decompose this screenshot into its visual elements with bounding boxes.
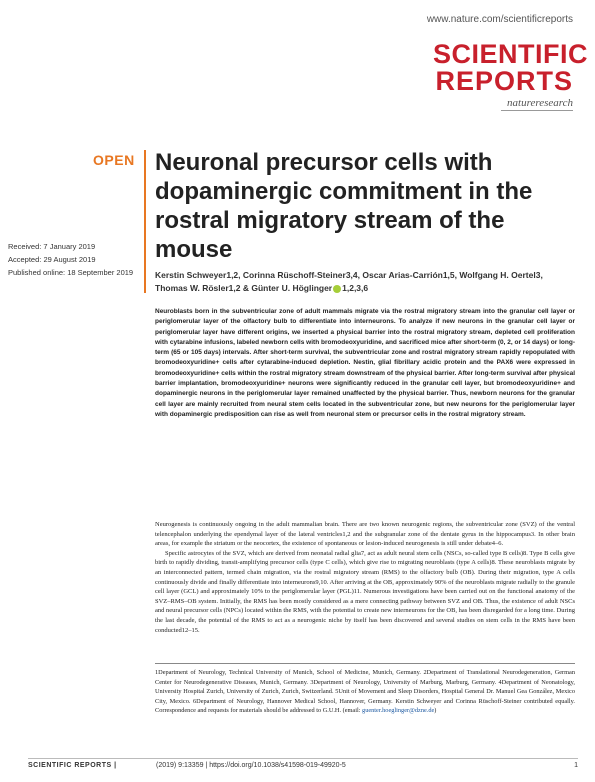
orcid-icon[interactable]: [333, 285, 341, 293]
affiliations-text: 1Department of Neurology, Technical University of Munich, School of Medicine, Munich, Germany. 2Department of Translational Neurodegeneration, German Center for Neurodegenerative Diseases, Munich, Germany. 3Department of Neurology, University of Marburg, Marburg, Germany. 4Department of Neonatology, University Hospital Zurich, University of Zurich, Zurich, Switzerland. 5Unit of Movement and Sleep Disorders, Hospital General Dr. Manuel Gea González, Mexico City, Mexico. 6Department of Neurology, Hannover Medical School, Hannover, Germany. Kerstin Schweyer and Corinna Rüschoff-Steiner contributed equally. Correspondence and requests for materials should be addressed to G.U.H. (email:: [155, 669, 575, 714]
logo-divider: [501, 110, 573, 111]
accepted-date: Accepted: 29 August 2019: [8, 255, 96, 264]
corresponding-email-link[interactable]: guenter.hoeglinger@dzne.de: [362, 707, 435, 714]
authors-affiliation-marks: 1,2,3,6: [342, 283, 369, 293]
abstract: Neuroblasts born in the subventricular zone of adult mammals migrate via the rostral migratory stream into the granular cell layer or periglomerular layer of the olfactory bulb to differentiate into interneurons. To analyze if new neurons in the granular cell layer or periglomerular layer have different origins, we inserted a physical barrier into the rostral migratory stream, depleted cell proliferation with cytarabine infusions, labeled newborn cells with bromodeoxyuridine, and sacrificed mice after short-term (0, 2, or 14 days) or long-term (65 or 105 days) intervals. After short-term survival, the subventricular zone and rostral migratory stream rapidly repopulated with bromodeoxyuridine+ cells after cytarabine-induced depletion. Nestin, glial fibrillary acidic protein and the PAX6 were expressed in bromodeoxyuridine+ cells within the rostral migratory stream downstream of the physical barrier. After long-term survival after physical barrier implantation, bromodeoxyuridine+ neurons were significantly reduced in the granular cell layer, but bromodeoxyuridine+ and dopaminergic neurons in the periglomerular layer remained unaffected by the physical barrier. Thus, newborn neurons for the granular cell layer are mainly recruited from neural stem cells located in the subventricular zone, but new neurons for the periglomerular layer with dopaminergic predisposition can rise as well from neuronal stem or precursor cells in the rostral migratory stream.: [155, 308, 575, 418]
open-access-label: OPEN: [93, 152, 135, 168]
body-paragraph: Specific astrocytes of the SVZ, which are derived from neonatal radial glia7, act as adult neural stem cells (NSCs, so-called type B cells)8. Type B cells give birth to rapidly dividing, transit-amplifying precursor cells (type C cells), which give rise to migrating neuroblasts (type A cells)8. These neuroblasts migrate by an interconnected pattern, termed chain migration, via the rostral migratory stream (RMS) to the olfactory bulb (OB). During their migration, type A cells continuously divide and finally differentiate into interneurons9,10. After arriving at the OB, approximately 90% of the neuroblasts migrate radially to the granule cell layer (GCL) and approximately 10% to the periglomerular layer (PGL)11. Numerous investigations have been carried out on the functional anatomy of the SVZ–RMS–OB system. Initially, the RMS has been mostly considered as a mere connecting pathway between SVZ and OB. Thus, the existence of adult NSCs and neural precursor cells (NPCs) located within the RMS, with the potential to create new interneurons for the OB, has been disregarded for a long time. During the last decade, the potential of the RMS to act as a neurogenic niche by itself has been discovered and several studies on stem cells in the RMS have been conducted12–15.: [155, 549, 575, 634]
footer-citation[interactable]: (2019) 9:13359 | https://doi.org/10.1038/s41598-019-49920-5: [156, 762, 346, 769]
affiliation-divider: [155, 663, 575, 664]
article-body: [155, 520, 575, 635]
journal-url[interactable]: www.nature.com/scientificreports: [426, 14, 573, 25]
footer-journal: SCIENTIFIC REPORTS |: [28, 762, 117, 769]
authors-text: Kerstin Schweyer1,2, Corinna Rüschoff-Steiner3,4, Oscar Arias-Carrión1,5, Wolfgang H. Oertel3, Thomas W. Rösler1,2 & Günter U. Höglinger: [155, 270, 543, 293]
journal-logo: [433, 39, 589, 111]
published-date: Published online: 18 September 2019: [8, 268, 134, 277]
affiliations: [155, 668, 575, 716]
logo-scientific: SCIENTIFIC: [433, 39, 589, 69]
publication-dates: [8, 240, 146, 279]
logo-publisher: natureresearch: [507, 97, 573, 109]
affiliations-close: ): [434, 707, 437, 714]
logo-reports: REPORTS: [435, 66, 573, 96]
received-date: Received: 7 January 2019: [8, 242, 96, 251]
author-list: [155, 269, 575, 295]
page-number: 1: [574, 762, 578, 769]
footer-divider: [28, 758, 578, 759]
article-title: Neuronal precursor cells with dopaminergic commitment in the rostral migratory stream of the mouse: [155, 149, 533, 263]
body-paragraph: Neurogenesis is continuously ongoing in the adult mammalian brain. There are two known neurogenic regions, the subventricular zone (SVZ) of the ventral telencephalon underlying the ependymal layer of the lateral ventricles1,2 and the subgranular zone of the dentate gyrus in the hippocampus3. In other brain areas, for example the striatum or the neocortex, the existence of spontaneous or lesion-induced neurogenesis is still under debate4–6.: [155, 521, 575, 548]
